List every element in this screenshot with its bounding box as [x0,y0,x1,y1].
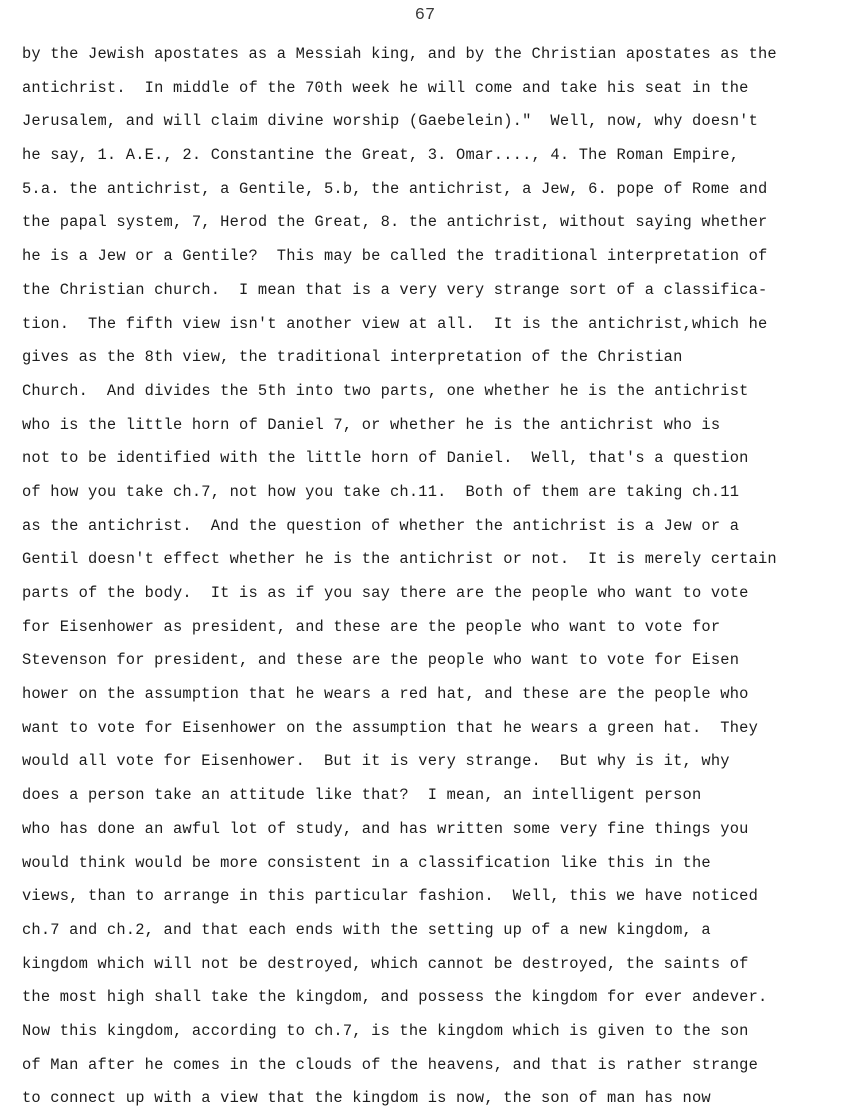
text-line: who has done an awful lot of study, and has written some very fine things you [22,819,749,838]
text-line: kingdom which will not be destroyed, which cannot be destroyed, the saints of [22,954,749,973]
text-line: Jerusalem, and will claim divine worship (Gaebelein)." Well, now, why doesn't [22,112,758,131]
text-line: Now this kingdom, according to ch.7, is the kingdom which is given to the son [22,1021,749,1040]
page-number: 67 [414,6,436,25]
text-line: ch.7 and ch.2, and that each ends with the setting up of a new kingdom, a [22,920,711,939]
text-line: Church. And divides the 5th into two parts, one whether he is the antichrist [22,381,749,400]
text-line: Gentil doesn't effect whether he is the antichrist or not. It is merely certain [22,550,777,569]
text-line: want to vote for Eisenhower on the assumption that he wears a green hat. They [22,718,758,737]
text-line: for Eisenhower as president, and these are the people who want to vote for [22,617,721,636]
text-line: hower on the assumption that he wears a red hat, and these are the people who [22,685,749,704]
text-line: tion. The fifth view isn't another view at all. It is the antichrist,which he [22,314,768,333]
text-line: would all vote for Eisenhower. But it is very strange. But why is it, why [22,752,730,771]
text-line: does a person take an attitude like that? I mean, an intelligent person [22,786,702,805]
text-line: as the antichrist. And the question of whether the antichrist is a Jew or a [22,516,740,535]
text-line: he is a Jew or a Gentile? This may be called the traditional interpretation of [22,247,768,266]
text-line: antichrist. In middle of the 70th week he will come and take his seat in the [22,78,749,97]
text-line: of how you take ch.7, not how you take ch.11. Both of them are taking ch.11 [22,482,740,501]
text-line: the Christian church. I mean that is a very very strange sort of a classifica- [22,280,768,299]
text-line: 5.a. the antichrist, a Gentile, 5.b, the antichrist, a Jew, 6. pope of Rome and [22,179,768,198]
body-text [22,39,837,1117]
text-line: the most high shall take the kingdom, and possess the kingdom for ever andever. [22,988,768,1007]
text-line: of Man after he comes in the clouds of the heavens, and that is rather strange [22,1055,758,1074]
text-line: not to be identified with the little horn of Daniel. Well, that's a question [22,449,749,468]
text-line: would think would be more consistent in a classification like this in the [22,853,711,872]
text-line: to connect up with a view that the kingdom is now, the son of man has now [22,1089,711,1108]
text-line: gives as the 8th view, the traditional interpretation of the Christian [22,348,683,367]
text-line: the papal system, 7, Herod the Great, 8. the antichrist, without saying whether [22,213,768,232]
text-line: who is the little horn of Daniel 7, or whether he is the antichrist who is [22,415,721,434]
text-line: by the Jewish apostates as a Messiah king, and by the Christian apostates as the [22,45,777,63]
text-line: he say, 1. A.E., 2. Constantine the Great, 3. Omar...., 4. The Roman Empire, [22,146,740,165]
text-line: parts of the body. It is as if you say there are the people who want to vote [22,584,749,602]
text-line: Stevenson for president, and these are the people who want to vote for Eisen [22,651,740,670]
text-line: views, than to arrange in this particular fashion. Well, this we have noticed [22,887,758,906]
